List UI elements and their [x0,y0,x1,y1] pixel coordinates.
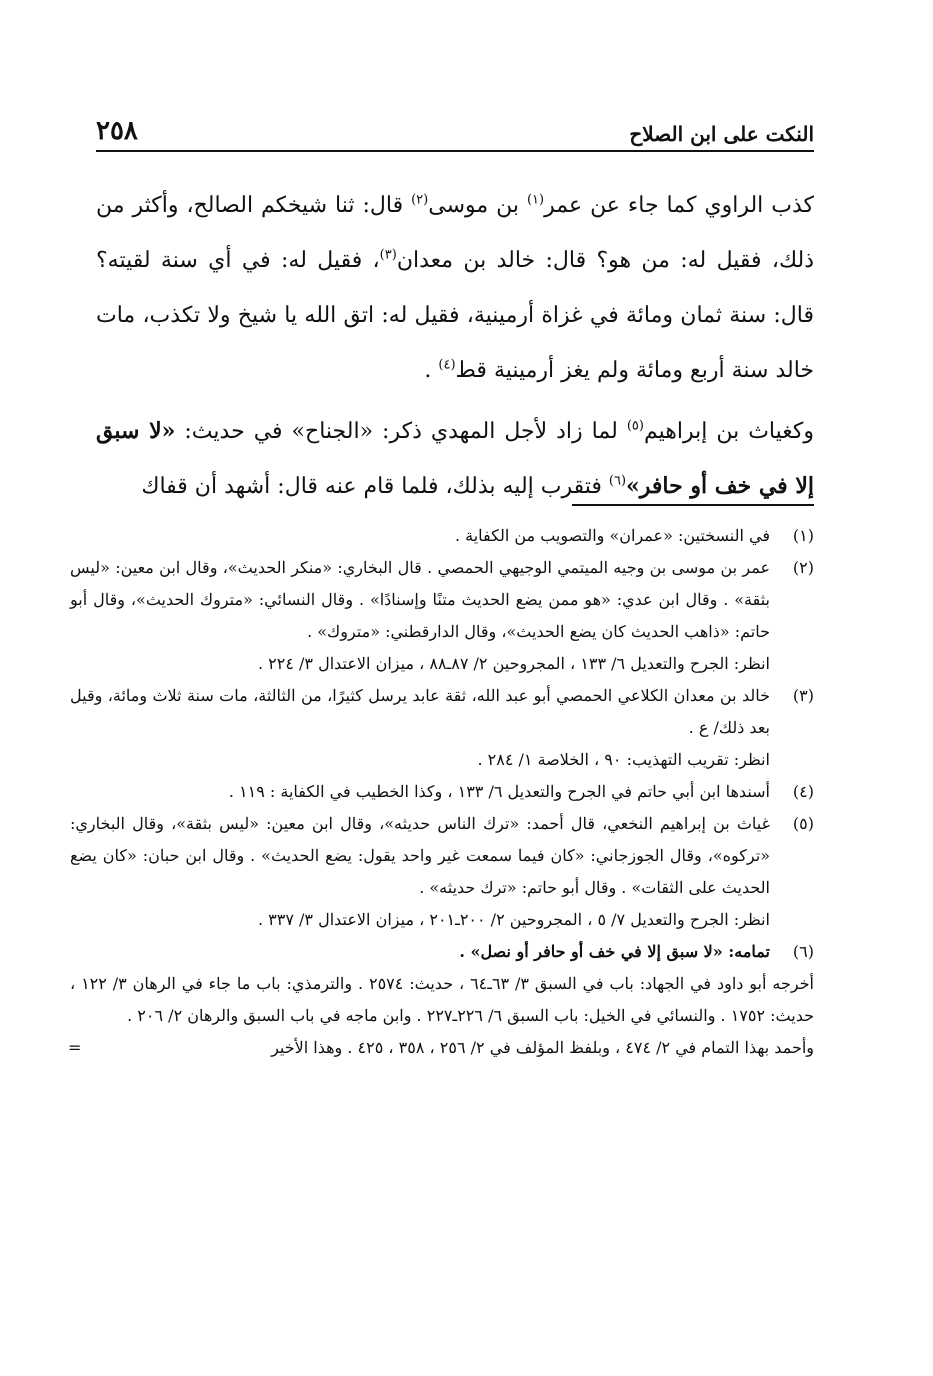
text-run: كذب الراوي كما جاء عن عمر [544,193,814,218]
footnote-separator [572,504,814,506]
footnote [70,520,814,552]
page-header [96,112,814,152]
footnote-number: (٣) [792,686,814,705]
page-number: ٢٥٨ [96,116,138,146]
footnote-text: في النسختين: «عمران» والتصويب من الكفاية . [454,526,770,545]
footnote [70,808,814,936]
running-title: النكت على ابن الصلاح [629,122,814,146]
footnote-text: تمامه: «لا سبق إلا في خف أو حافر أو نصل» . [459,942,770,961]
text-run: بن موسى [428,193,527,218]
text-run: ، فقيل له: في أي سنة لقيته؟ قال: سنة ثمان ومائة في غزاة أرمينية، فقيل له: اتق الله يا شيخ ولا تكذب، مات خالد سنة أربع ومائة ولم يغز أرمينية قط [96,248,814,383]
continuation-mark: = [68,1038,82,1057]
main-text [96,178,814,514]
footnote-ref[interactable]: (٤) [438,357,456,373]
footnote-source: انظر: تقريب التهذيب: ٩٠ ، الخلاصة ١/ ٢٨٤ . [477,750,770,769]
footnote-ref[interactable]: (٦) [608,473,627,489]
takhrij [70,968,814,1064]
text-run: . [424,358,439,383]
footnote [70,776,814,808]
footnote-ref[interactable]: (١) [526,192,545,208]
text-run: لما زاد لأجل المهدي ذكر: «الجناح» في حديث: [175,419,627,444]
footnote [70,680,814,776]
footnote-number: (٤) [792,782,814,801]
footnote-number: (٦) [792,942,814,961]
footnote-number: (٢) [792,558,814,577]
footnote-ref[interactable]: (٣) [379,247,397,263]
footnote-text: عمر بن موسى بن وجيه الميتمي الوجيهي الحمصي . قال البخاري: «منكر الحديث»، وقال ابن معين: «ليس بثقة» . وقال ابن عدي: «هو ممن يضع الحديث متنًا وإسنادًا» . وقال النسائي: «متروك الحديث»، وقال أبو حاتم: «ذاهب الحديث كان يضع الحديث»، وقال الدارقطني: «متروك» . [70,558,770,641]
paragraph-1 [96,178,814,398]
footnote-number: (٥) [792,814,814,833]
takhrij-last-line: وأحمد بهذا التمام في ٢/ ٤٧٤ ، وبلفظ المؤلف في ٢/ ٢٥٦ ، ٣٥٨ ، ٤٢٥ . وهذا الأخير [271,1038,814,1057]
footnote-ref[interactable]: (٢) [411,192,429,208]
footnote-source: انظر: الجرح والتعديل ٦/ ١٣٣ ، المجروحين ٢/ ٨٧ـ٨٨ ، ميزان الاعتدال ٣/ ٢٢٤ . [257,654,770,673]
takhrij-text [70,1032,814,1064]
footnote [70,936,814,968]
footnote-text: خالد بن معدان الكلاعي الحمصي أبو عبد الله، ثقة عابد يرسل كثيرًا، من الثالثة، مات سنة ثلاث ومائة، وقيل بعد ذلك/ ع . [70,686,770,737]
footnote-text: أسندها ابن أبي حاتم في الجرح والتعديل ٦/ ١٣٣ ، وكذا الخطيب في الكفاية : ١١٩ . [228,782,770,801]
hadith-quote: «لا سبق إلا في خف أو حافر» [96,418,814,499]
footnote-number: (١) [792,526,814,545]
footnote-text: غياث بن إبراهيم النخعي، قال أحمد: «ترك الناس حديثه»، وقال ابن معين: «ليس بثقة»، وقال البخاري: «تركوه»، وقال الجوزجاني: «كان فيما سمعت غير واحد يقول: يضع الحديث» . وقال ابن حبان: «كان يضع الحديث على الثقات» . وقال أبو حاتم: «ترك حديثه» . [70,814,771,897]
takhrij-text: أخرجه أبو داود في الجهاد: باب في السبق ٣/ ٦٣ـ٦٤ ، حديث: ٢٥٧٤ . والترمذي: باب ما جاء في الرهان ٣/ ١٢٢ ، حديث: ١٧٥٢ . والنسائي في الخيل: باب السبق ٦/ ٢٢٦ـ٢٢٧ . وابن ماجه في باب السبق والرهان ٢/ ٢٠٦ . [70,974,814,1025]
footnote-ref[interactable]: (٥) [626,418,644,434]
footnotes [70,520,814,1064]
text-run: فتقرب إليه بذلك، فلما قام عنه قال: أشهد أن قفاك [141,474,609,499]
text-run: وكغياث بن إبراهيم [643,419,814,444]
footnote [70,552,814,680]
text-run: قال: ثنا شيخكم الصالح، وأكثر من ذلك، فقيل له: من هو؟ قال: خالد بن معدان [96,193,814,273]
footnote-source: انظر: الجرح والتعديل ٧/ ٥ ، المجروحين ٢/ ٢٠٠ـ٢٠١ ، ميزان الاعتدال ٣/ ٣٣٧ . [257,910,770,929]
paragraph-2 [96,404,814,514]
